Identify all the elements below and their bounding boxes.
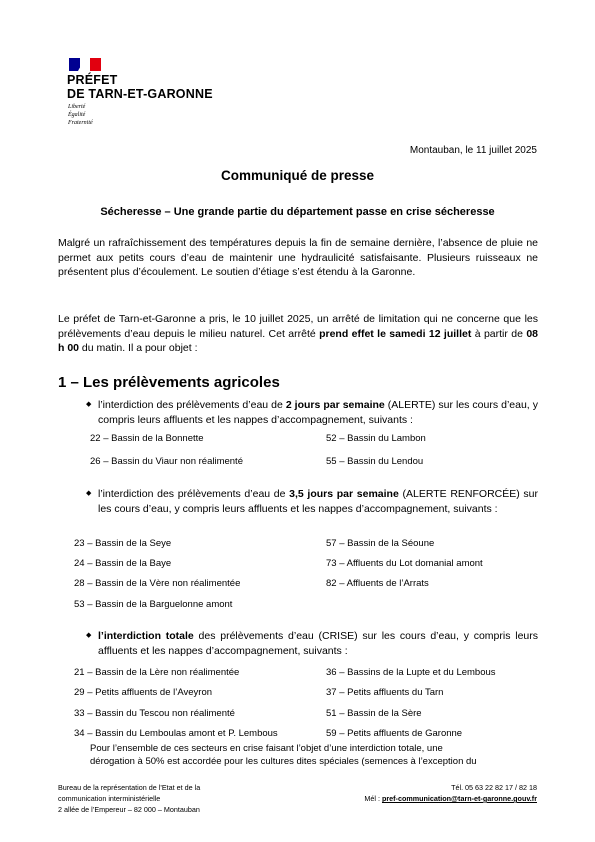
basin-item: 52 – Bassin du Lambon [326, 433, 426, 444]
footer-mail-label: Mél : [364, 794, 382, 803]
section-heading: 1 – Les prélèvements agricoles [58, 374, 280, 391]
basin-item: 29 – Petits affluents de l’Aveyron [74, 687, 213, 698]
bullet-text-part: l’interdiction des prélèvements d’eau de [98, 488, 290, 500]
bullet-text-part: des prélèvements d’eau (CRISE) sur les cours d’eau, y compris leurs affluents et les nappes d’accompagnement, suivants : [98, 630, 538, 657]
basin-item: 59 – Petits affluents de Garonne [326, 728, 463, 739]
basin-item: 82 – Affluents de l’Arrats [326, 578, 429, 589]
diamond-bullet-icon: ◆ [86, 401, 92, 408]
diamond-bullet-icon: ◆ [86, 490, 92, 497]
basin-item: 34 – Bassin du Lemboulas amont et P. Lembous [74, 728, 278, 739]
basin-item: 26 – Bassin du Viaur non réalimenté [90, 456, 243, 467]
basin-item: 22 – Bassin de la Bonnette [90, 433, 204, 444]
bullet-alerte-renforcee [86, 487, 538, 516]
basin-item: 28 – Bassin de la Vère non réalimentée [74, 578, 241, 589]
footer-phone: Tél. 05 63 22 82 17 / 82 18 [451, 783, 537, 792]
bullet-text [98, 629, 538, 658]
intro-text: du matin. Il a pour objet : [79, 342, 198, 355]
effective-time: 08 h 00 [58, 327, 538, 355]
bullet-alerte [86, 398, 538, 427]
derogation-note-line1: Pour l’ensemble de ces secteurs en crise faisant l’objet d’une interdiction totale, une [90, 743, 443, 754]
basin-item: 51 – Bassin de la Sère [326, 708, 422, 719]
footer-address: 2 allée de l’Empereur – 82 000 – Montauban [58, 805, 200, 814]
restriction-level: 3,5 jours par semaine [289, 488, 399, 500]
footer-mail-link[interactable]: pref-communication@tarn-et-garonne.gouv.fr [381, 794, 537, 803]
page-title: Communiqué de presse [220, 168, 375, 183]
footer-office-line1: Bureau de la représentation de l’Etat et de la [58, 783, 201, 792]
bullet-text-part: (ALERTE) sur les cours d’eau, y compris leurs affluents et les nappes d’accompagnement, suivants : [98, 399, 538, 426]
basin-item: 21 – Bassin de la Lère non réalimentée [74, 667, 240, 678]
derogation-note-line2: dérogation à 50% est accordée pour les cultures dites spéciales (semences à l’exception du [90, 756, 477, 767]
basin-item: 55 – Bassin du Lendou [326, 456, 424, 467]
bullet-text [98, 398, 538, 427]
intro-text: Le préfet de Tarn-et-Garonne a pris, le 10 juillet 2025, un arrêté de limitation qui ne concerne que les prélèvements d’eau depuis le milieu naturel. Cet arrêté [58, 313, 538, 340]
prefet-title-line2: DE TARN-ET-GARONNE [67, 87, 213, 101]
bullet-text-part: l’interdiction des prélèvements d’eau de [98, 399, 286, 411]
basin-item: 57 – Bassin de la Séoune [326, 538, 435, 549]
intro-paragraph-2 [58, 312, 538, 356]
date-line: Montauban, le 11 juillet 2025 [409, 145, 537, 156]
intro-paragraph-1: Malgré un rafraîchissement des températures depuis la fin de semaine dernière, l’absence de pluie ne permet aux petits cours d’eau de maintenir une hydraulicité satisfaisante. Plusieurs ruisseaux ne présentent plus d’écoulement. Le soutien d’étiage s’est étendu à la Garonne. [58, 237, 538, 279]
footer-office-line2: communication interministérielle [58, 794, 161, 803]
basin-item: 24 – Bassin de la Baye [74, 558, 172, 569]
restriction-level: 2 jours par semaine [285, 399, 385, 411]
bullet-text [98, 487, 538, 516]
footer-mail [364, 794, 537, 803]
motto-liberte: Liberté [68, 104, 86, 110]
effective-date: prend effet le samedi 12 juillet [319, 327, 472, 340]
diamond-bullet-icon: ◆ [86, 632, 92, 639]
page-subtitle: Sécheresse – Une grande partie du département passe en crise sécheresse [100, 206, 495, 218]
basin-item: 53 – Bassin de la Barguelonne amont [74, 599, 233, 610]
bullet-text-part: (ALERTE RENFORCÉE) sur les cours d’eau, y compris leurs affluents et les nappes d’accompagnement, suivants : [98, 488, 538, 515]
basin-item: 33 – Bassin du Tescou non réalimenté [74, 708, 235, 719]
prefet-title-line1: PRÉFET [67, 73, 118, 87]
intro-text: à partir de [471, 327, 527, 340]
restriction-level: l’interdiction totale [98, 630, 194, 642]
basin-item: 36 – Bassins de la Lupte et du Lembous [326, 667, 496, 678]
marianne-logo-icon [69, 58, 101, 71]
basin-item: 37 – Petits affluents du Tarn [326, 687, 444, 698]
bullet-crise [86, 629, 538, 658]
motto-egalite: Égalité [68, 112, 86, 118]
basin-item: 23 – Bassin de la Seye [74, 538, 172, 549]
basin-item: 73 – Affluents du Lot domanial amont [326, 558, 483, 569]
motto-fraternite: Fraternité [68, 120, 93, 126]
